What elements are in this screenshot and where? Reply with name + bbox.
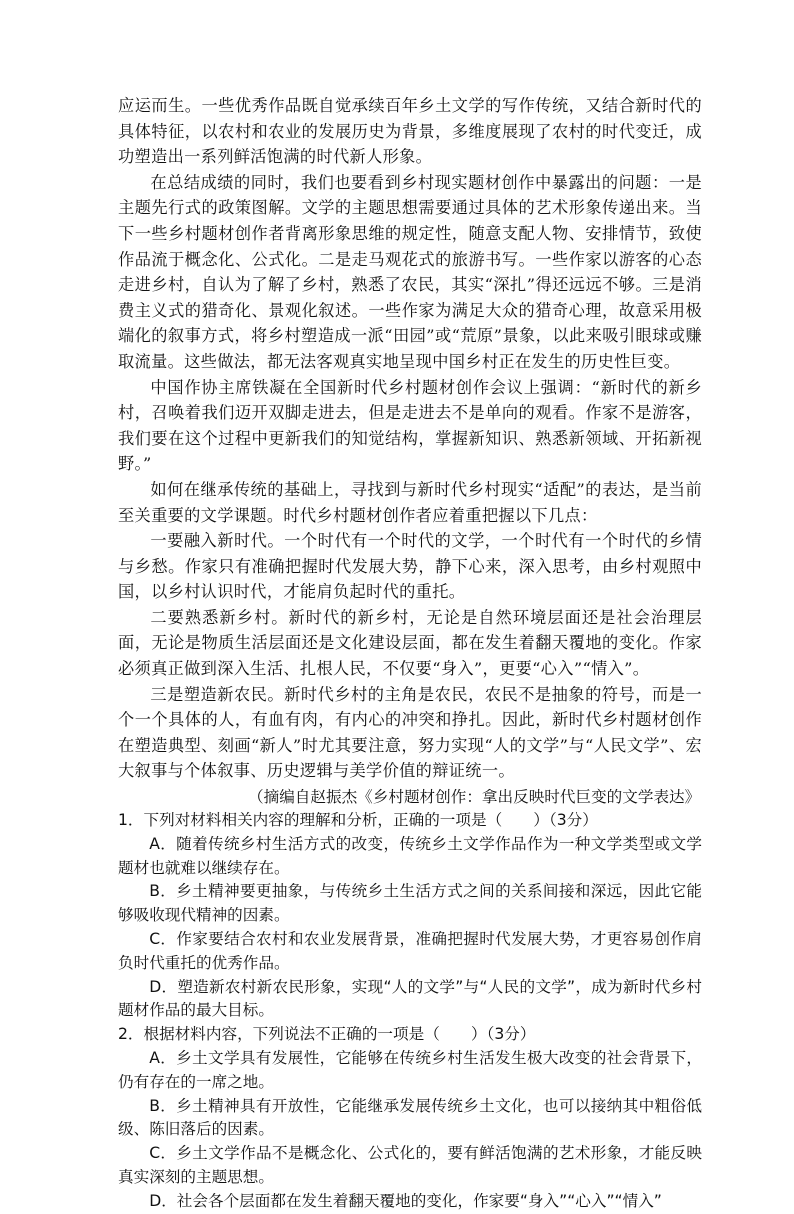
passage-paragraph: 如何在继承传统的基础上，寻找到与新时代乡村现实“适配”的表达，是当前至关重要的文学课题。时代乡村题材创作者应着重把握以下几点： xyxy=(118,479,702,525)
question-stem: 2．根据材料内容，下列说法不正确的一项是（ ）（3分） xyxy=(118,1025,536,1044)
question-stem: 1．下列对材料相关内容的理解和分析，正确的一项是（ ）（3分） xyxy=(118,811,598,830)
option-d[interactable]: D．社会各个层面都在发生着翻天覆地的变化，作家要“身入”“心入”“情入” xyxy=(149,1191,662,1210)
question-block-2 xyxy=(118,1023,702,1213)
option-d[interactable]: D．塑造新农村新农民形象，实现“人的文学”与“人民的文学”，成为新时代乡村题材作品的最大目标。 xyxy=(118,977,702,1020)
option-c[interactable]: C．乡土文学作品不是概念化、公式化的，要有鲜活饱满的艺术形象，才能反映真实深刻的主题思想。 xyxy=(118,1144,702,1186)
passage-paragraph: 应运而生。一些优秀作品既自觉承续百年乡土文学的写作传统，又结合新时代的具体特征，以农村和农业的发展历史为背景，多维度展现了农村的时代变迁，成功塑造出一系列鲜活饱满的时代新人形象。 xyxy=(118,96,702,167)
passage-paragraph: 一要融入新时代。一个时代有一个时代的文学，一个时代有一个时代的乡情与乡愁。作家只有准确把握时代发展大势，静下心来，深入思考，由乡村观照中国，以乡村认识时代，才能肩负起时代的重托。 xyxy=(118,531,702,602)
option-a[interactable]: A．乡土文学具有发展性，它能够在传统乡村生活发生极大改变的社会背景下，仍有存在的一席之地。 xyxy=(118,1049,702,1091)
passage-paragraph: 三是塑造新农民。新时代乡村的主角是农民，农民不是抽象的符号，而是一个一个具体的人，有血有肉，有内心的冲突和挣扎。因此，新时代乡村题材创作在塑造典型、刻画“新人”时尤其要注意，努力实现“人的文学”与“人民文学”、宏大叙事与个体叙事、历史逻辑与美学价值的辩证统一。 xyxy=(118,684,702,781)
option-b[interactable]: B．乡土精神具有开放性，它能继承发展传统乡土文化，也可以接纳其中粗俗低级、陈旧落后的因素。 xyxy=(118,1096,702,1139)
option-c[interactable]: C．作家要结合农村和农业发展背景，准确把握时代发展大势，才更容易创作肩负时代重托的优秀作品。 xyxy=(118,930,702,972)
question-block-1 xyxy=(118,809,702,1023)
reading-passage xyxy=(118,93,702,809)
passage-paragraph: 在总结成绩的同时，我们也要看到乡村现实题材创作中暴露出的问题：一是主题先行式的政策图解。文学的主题思想需要通过具体的艺术形象传递出来。当下一些乡村题材创作者背离形象思维的规定性，随意支配人物、安排情节，致使作品流于概念化、公式化。二是走马观花式的旅游书写。一些作家以游客的心态走进乡村，自认为了解了乡村，熟悉了农民，其实“深扎”得还远远不够。三是消费主义式的猎奇化、景观化叙述。一些作家为满足大众的猎奇心理，故意采用极端化的叙事方式，将乡村塑造成一派“田园”或“荒原”景象，以此来吸引眼球或赚取流量。这些做法，都无法客观真实地呈现中国乡村正在发生的历史性巨变。 xyxy=(118,172,702,371)
option-b[interactable]: B．乡土精神要更抽象，与传统乡土生活方式之间的关系间接和深远，因此它能够吸收现代精神的因素。 xyxy=(118,882,702,925)
document-page xyxy=(118,93,702,1214)
option-a[interactable]: A．随着传统乡村生活方式的改变，传统乡土文学作品作为一种文学类型或文学题材也就难以继续存在。 xyxy=(118,834,702,877)
passage-paragraph: 二要熟悉新乡村。新时代的新乡村，无论是自然环境层面还是社会治理层面，无论是物质生活层面还是文化建设层面，都在发生着翻天覆地的变化。作家必须真正做到深入生活、扎根人民，不仅要“身入”，更要“心入”“情入”。 xyxy=(118,607,702,679)
passage-paragraph: 中国作协主席铁凝在全国新时代乡村题材创作会议上强调：“新时代的新乡村，召唤着我们迈开双脚走进去，但是走进去不是单向的观看。作家不是游客，我们要在这个过程中更新我们的知觉结构，掌握新知识、熟悉新领域、开拓新视野。” xyxy=(118,377,702,474)
source-citation: （摘编自赵振杰《乡村题材创作：拿出反映时代巨变的文学表达》 xyxy=(248,788,701,807)
